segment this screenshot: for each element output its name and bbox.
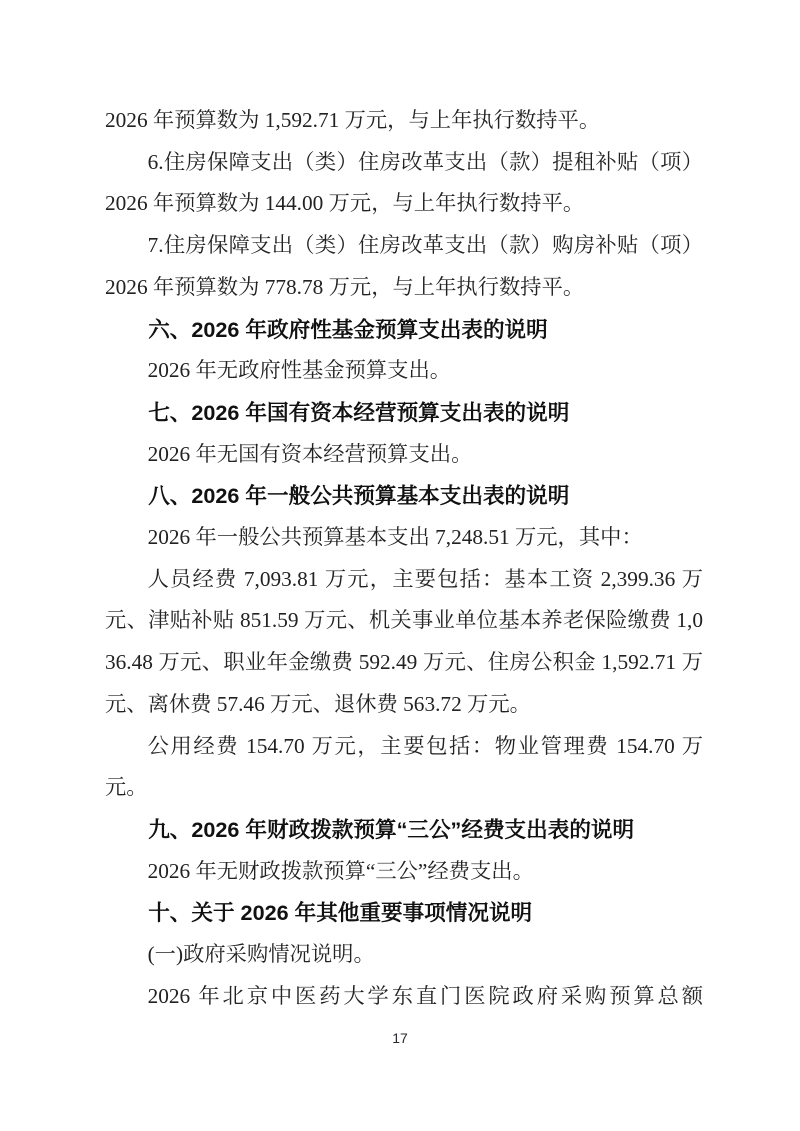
heading-section-9-three-public-expenses: 九、2026 年财政拨款预算“三公”经费支出表的说明 [148,816,635,842]
para-government-procurement-label: (一)政府采购情况说明。 [147,942,375,967]
para-item6-rent-subsidy: 6.住房保障支出（类）住房改革支出（款）提租补贴（项）2026 年预算数为 144.00 万元，与上年执行数持平。 [105,149,703,216]
page-number: 17 [392,1030,408,1046]
heading-section-6-government-fund-budget: 六、2026 年政府性基金预算支出表的说明 [148,316,548,342]
para-no-government-fund-expenditure: 2026 年无政府性基金预算支出。 [147,358,452,383]
para-budget-1592-continued: 2026 年预算数为 1,592.71 万元，与上年执行数持平。 [105,108,601,132]
page-body-text [105,100,703,1017]
para-no-state-capital-expenditure: 2026 年无国有资本经营预算支出。 [147,441,473,466]
heading-section-7-state-capital-budget: 七、2026 年国有资本经营预算支出表的说明 [148,399,570,425]
para-personnel-expenses-breakdown: 人员经费 7,093.81 万元，主要包括：基本工资 2,399.36 万元、津贴补贴 851.59 万元、机关事业单位基本养老保险缴费 1,036.48 万元、职业年金缴费 592.49 万元、住房公积金 1,592.71 万元、离休费 57.46 万元、退休费 563.72 万元。 [105,566,703,716]
heading-section-8-basic-expenditure: 八、2026 年一般公共预算基本支出表的说明 [148,483,570,509]
para-public-expenses-breakdown: 公用经费 154.70 万元，主要包括：物业管理费 154.70 万元。 [105,733,703,800]
heading-section-10-other-important-matters: 十、关于 2026 年其他重要事项情况说明 [148,900,533,926]
para-basic-expenditure-total: 2026 年一般公共预算基本支出 7,248.51 万元，其中： [147,525,643,550]
para-no-three-public-expenses: 2026 年无财政拨款预算“三公”经费支出。 [147,858,534,883]
para-procurement-total-continued: 2026 年北京中医药大学东直门医院政府采购预算总额 [147,983,703,1008]
para-item7-house-purchase-subsidy: 7.住房保障支出（类）住房改革支出（款）购房补贴（项）2026 年预算数为 778.78 万元，与上年执行数持平。 [105,233,703,299]
